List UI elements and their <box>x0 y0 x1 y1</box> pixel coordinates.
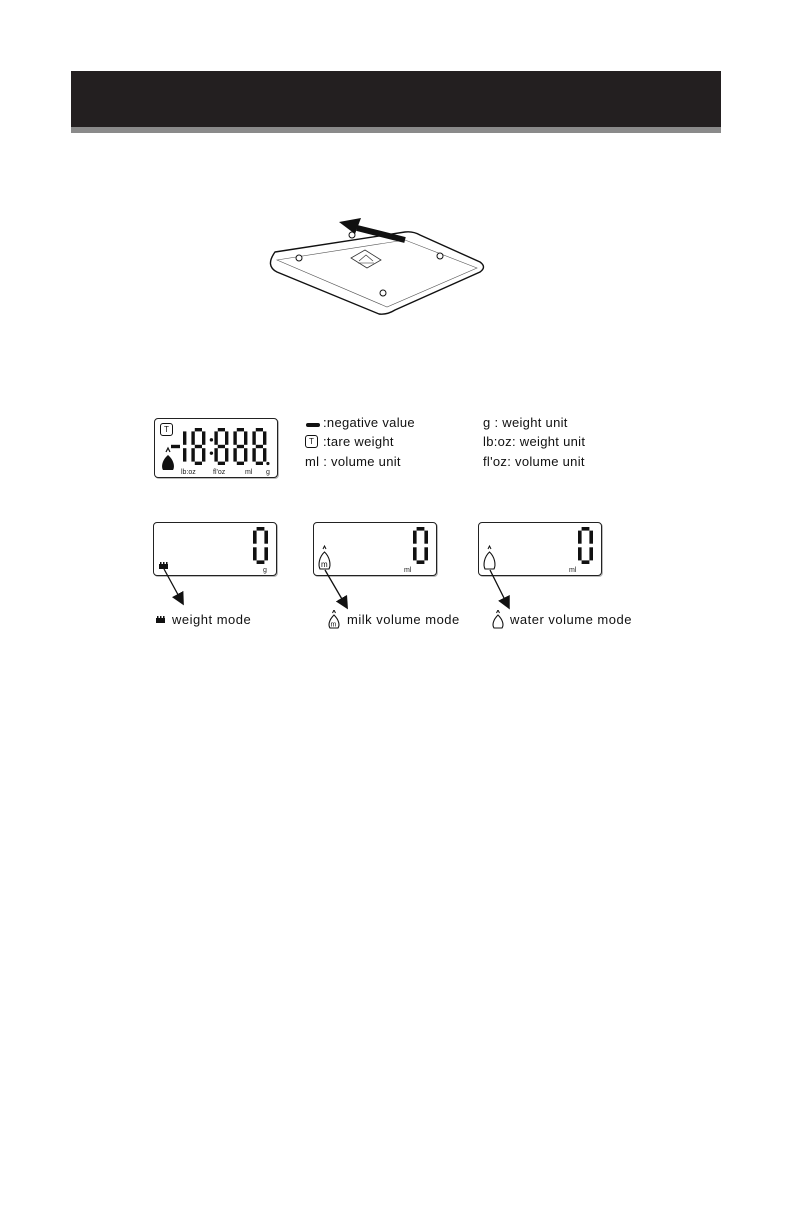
legend-weight-unit-lboz: lb:oz: weight unit <box>483 434 586 449</box>
unit-lboz: lb:oz <box>181 469 196 476</box>
legend-volume-unit-ml: ml : volume unit <box>305 454 401 469</box>
legend-volume-unit-floz: fl'oz: volume unit <box>483 454 585 469</box>
water-mode-caption: water volume mode <box>510 612 632 627</box>
milk-mode-caption: milk volume mode <box>347 612 460 627</box>
tare-icon: T <box>305 435 318 448</box>
unit-g: g <box>263 567 267 574</box>
unit-ml: ml <box>404 567 412 574</box>
weight-mode-icon <box>156 615 166 624</box>
water-mode-arrow <box>490 570 508 606</box>
legend-tare-weight: :tare weight <box>323 434 394 449</box>
lcd-tare-symbol: T <box>160 423 173 436</box>
unit-ml: ml <box>245 469 253 476</box>
unit-g: g <box>266 469 270 476</box>
weight-mode-caption: weight mode <box>172 612 252 627</box>
svg-text:m: m <box>330 621 337 629</box>
water-drop-icon <box>491 610 505 630</box>
milk-mode-arrow <box>325 570 346 606</box>
svg-text:m: m <box>321 560 328 569</box>
unit-ml: ml <box>569 567 577 574</box>
unit-floz: fl'oz <box>213 469 226 476</box>
legend-negative-value: :negative value <box>323 415 415 430</box>
weight-mode-arrow <box>164 569 182 602</box>
milk-drop-icon <box>327 610 341 630</box>
legend-weight-unit-g: g : weight unit <box>483 415 568 430</box>
